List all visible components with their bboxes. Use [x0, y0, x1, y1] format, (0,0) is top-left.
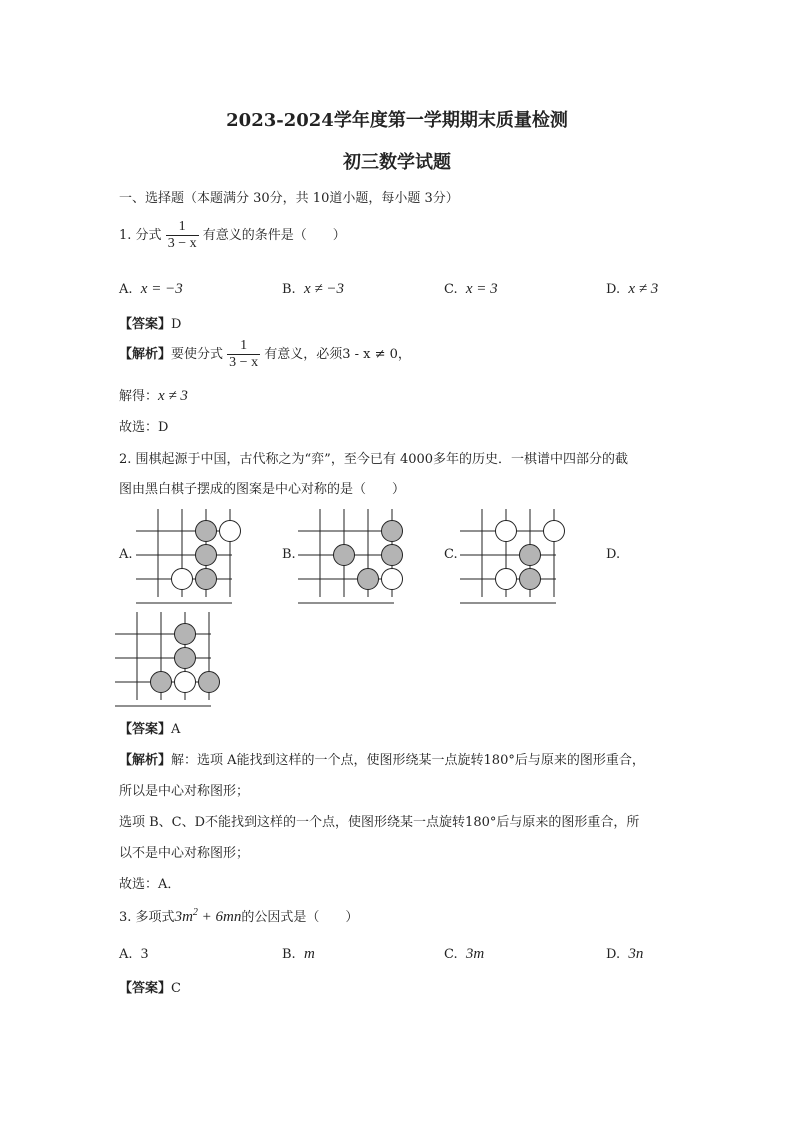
q2-analysis-line1: 【解析】解：选项 A能找到这样的一个点，使图形绕某一点旋转180°后与原来的图形重合，: [119, 753, 645, 768]
q2-line2: 图由黑白棋子摆成的图案是中心对称的是（ ）: [119, 482, 406, 497]
q3-option-a: A. 3: [119, 946, 149, 962]
white-stone: [496, 569, 517, 590]
question-1: [119, 219, 346, 252]
q2-choose: 故选：A．: [119, 877, 181, 892]
white-stone: [496, 521, 517, 542]
q1-answer: 【答案】D: [119, 317, 182, 332]
q3-option-d: D. 3n: [606, 946, 644, 962]
q3-answer: 【答案】C: [119, 981, 181, 996]
exam-title: 2023-2024学年度第一学期期末质量检测: [226, 110, 568, 131]
white-stone: [382, 569, 403, 590]
polynomial: $3m^2 + 6mn$: [174, 907, 242, 925]
fraction: [166, 219, 199, 252]
q1-option-a: A. x = −3: [119, 281, 183, 297]
fraction-numerator: 1: [178, 219, 186, 234]
question-prefix: 分式: [135, 228, 162, 243]
q1-solve: 解得：x ≠ 3: [119, 388, 188, 404]
black-stone: [520, 569, 541, 590]
q2-line1: 2. 围棋起源于中国，古代称之为“弈”，至今已有 4000多年的历史．一棋谱中四部分的截: [119, 452, 629, 467]
section-heading: 一、选择题（本题满分 30分，共 10道小题，每小题 3分）: [119, 191, 459, 206]
question-number: 1.: [119, 228, 132, 243]
fraction-denominator: 3 − x: [167, 236, 197, 251]
q1-option-d: D. x ≠ 3: [606, 281, 659, 297]
black-stone: [151, 672, 172, 693]
white-stone: [220, 521, 241, 542]
black-stone: [199, 672, 220, 693]
q2-option-c-label: C.: [444, 547, 458, 562]
go-board-c: [460, 509, 560, 601]
q2-option-a-label: A.: [119, 547, 133, 562]
q3-option-b: B. m: [282, 946, 315, 962]
black-stone: [334, 545, 355, 566]
q2-analysis-line2: 所以是中心对称图形；: [119, 784, 250, 799]
white-stone: [175, 672, 196, 693]
white-stone: [172, 569, 193, 590]
black-stone: [358, 569, 379, 590]
q2-analysis-line4: 以不是中心对称图形；: [119, 846, 250, 861]
black-stone: [196, 569, 217, 590]
black-stone: [196, 521, 217, 542]
q2-option-d-label: D.: [606, 547, 621, 562]
q1-option-b: B. x ≠ −3: [282, 281, 344, 297]
black-stone: [520, 545, 541, 566]
q2-answer: 【答案】A: [119, 722, 181, 737]
q2-analysis-line3: 选项 B、C、D不能找到这样的一个点，使图形绕某一点旋转180°后与原来的图形重合，所: [119, 815, 640, 830]
black-stone: [382, 521, 403, 542]
black-stone: [382, 545, 403, 566]
go-board-b: [298, 509, 398, 601]
go-board-a: [136, 509, 236, 601]
question-3: 3. 多项式$3m^2 + 6mn$的公因式是（ ）: [119, 907, 359, 925]
go-board-d: [115, 612, 215, 704]
black-stone: [175, 648, 196, 669]
exam-subtitle: 初三数学试题: [343, 152, 451, 173]
q1-choose: 故选：D: [119, 420, 169, 435]
white-stone: [544, 521, 565, 542]
question-suffix: 有意义的条件是（ ）: [202, 228, 346, 243]
black-stone: [175, 624, 196, 645]
q1-analysis: 【解析】要使分式 $\frac{1}{3 - x}$ 有意义，必须3 - x ≠ 0，: [119, 338, 411, 370]
black-stone: [196, 545, 217, 566]
q2-option-b-label: B.: [282, 547, 296, 562]
q3-option-c: C. 3m: [444, 946, 485, 962]
q1-option-c: C. x = 3: [444, 281, 498, 297]
fraction: $\frac{1}{3 - x}$: [229, 338, 259, 370]
